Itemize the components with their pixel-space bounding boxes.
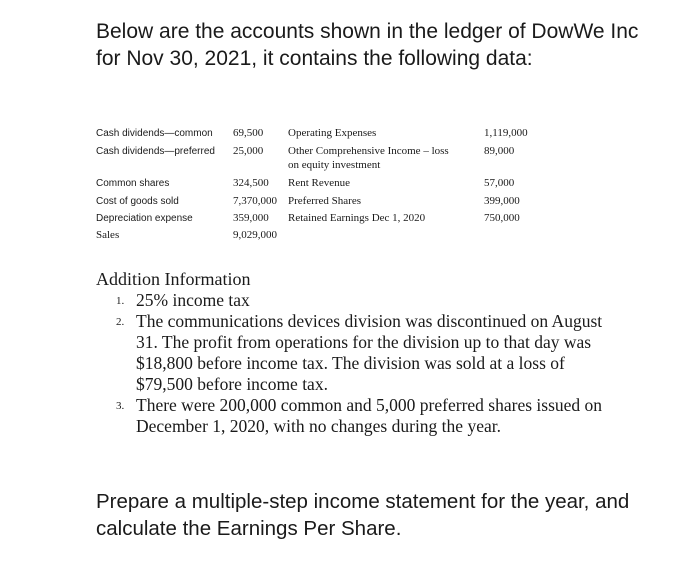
- ledger-amount-cash-dividends-common: 69,500: [233, 127, 264, 139]
- ledger-label-cash-dividends-common: Cash dividends—common: [96, 128, 213, 139]
- ledger-amount-cash-dividends-preferred: 25,000: [233, 145, 264, 157]
- ledger-amount-cost-of-goods-sold: 7,370,000: [233, 195, 277, 207]
- ledger-label-cost-of-goods-sold: Cost of goods sold: [96, 196, 179, 207]
- task-prompt: Prepare a multiple-step income statement for the year, and calculate the Earnings Per Share.: [96, 490, 630, 540]
- list-item: [116, 311, 616, 395]
- ledger-label-common-shares: Common shares: [96, 178, 170, 189]
- ledger-amount-sales: 9,029,000: [233, 229, 277, 241]
- list-item-text: There were 200,000 common and 5,000 preferred shares issued on December 1, 2020, with no changes during the year.: [136, 395, 603, 436]
- ledger-label-oci-loss-line1: Other Comprehensive Income – loss: [288, 145, 449, 157]
- ledger-amount-rent-revenue: 57,000: [484, 177, 515, 189]
- additional-info-heading: Addition Information: [96, 269, 251, 289]
- ledger-amount-operating-expenses: 1,119,000: [484, 127, 528, 139]
- list-item-number: 2.: [116, 316, 125, 328]
- list-item-number: 1.: [116, 295, 125, 307]
- ledger-label-depreciation-expense: Depreciation expense: [96, 213, 193, 224]
- ledger-amount-oci-loss: 89,000: [484, 145, 515, 157]
- ledger-label-operating-expenses: Operating Expenses: [288, 127, 377, 139]
- ledger-label-retained-earnings: Retained Earnings Dec 1, 2020: [288, 212, 426, 224]
- ledger-table: [96, 125, 556, 245]
- ledger-label-sales: Sales: [96, 229, 120, 241]
- ledger-label-preferred-shares: Preferred Shares: [288, 195, 361, 207]
- list-item: [116, 290, 616, 311]
- list-item: [116, 395, 616, 437]
- list-item-number: 3.: [116, 400, 125, 412]
- additional-info-list: [116, 290, 616, 437]
- ledger-amount-common-shares: 324,500: [233, 177, 269, 189]
- list-item-text: 25% income tax: [136, 290, 250, 310]
- ledger-label-rent-revenue: Rent Revenue: [288, 177, 351, 189]
- list-item-text: The communications devices division was discontinued on August 31. The profit from operations for the division up to that day was $18,800 before income tax. The division was sold at a loss of $79,500 before income tax.: [136, 311, 603, 394]
- ledger-label-oci-loss-line2: on equity investment: [288, 159, 381, 171]
- intro-text: Below are the accounts shown in the ledger of DowWe Inc for Nov 30, 2021, it contains the following data:: [96, 20, 639, 70]
- ledger-amount-retained-earnings: 750,000: [484, 212, 520, 224]
- ledger-amount-depreciation-expense: 359,000: [233, 212, 269, 224]
- ledger-label-cash-dividends-preferred: Cash dividends—preferred: [96, 146, 215, 157]
- ledger-amount-preferred-shares: 399,000: [484, 195, 520, 207]
